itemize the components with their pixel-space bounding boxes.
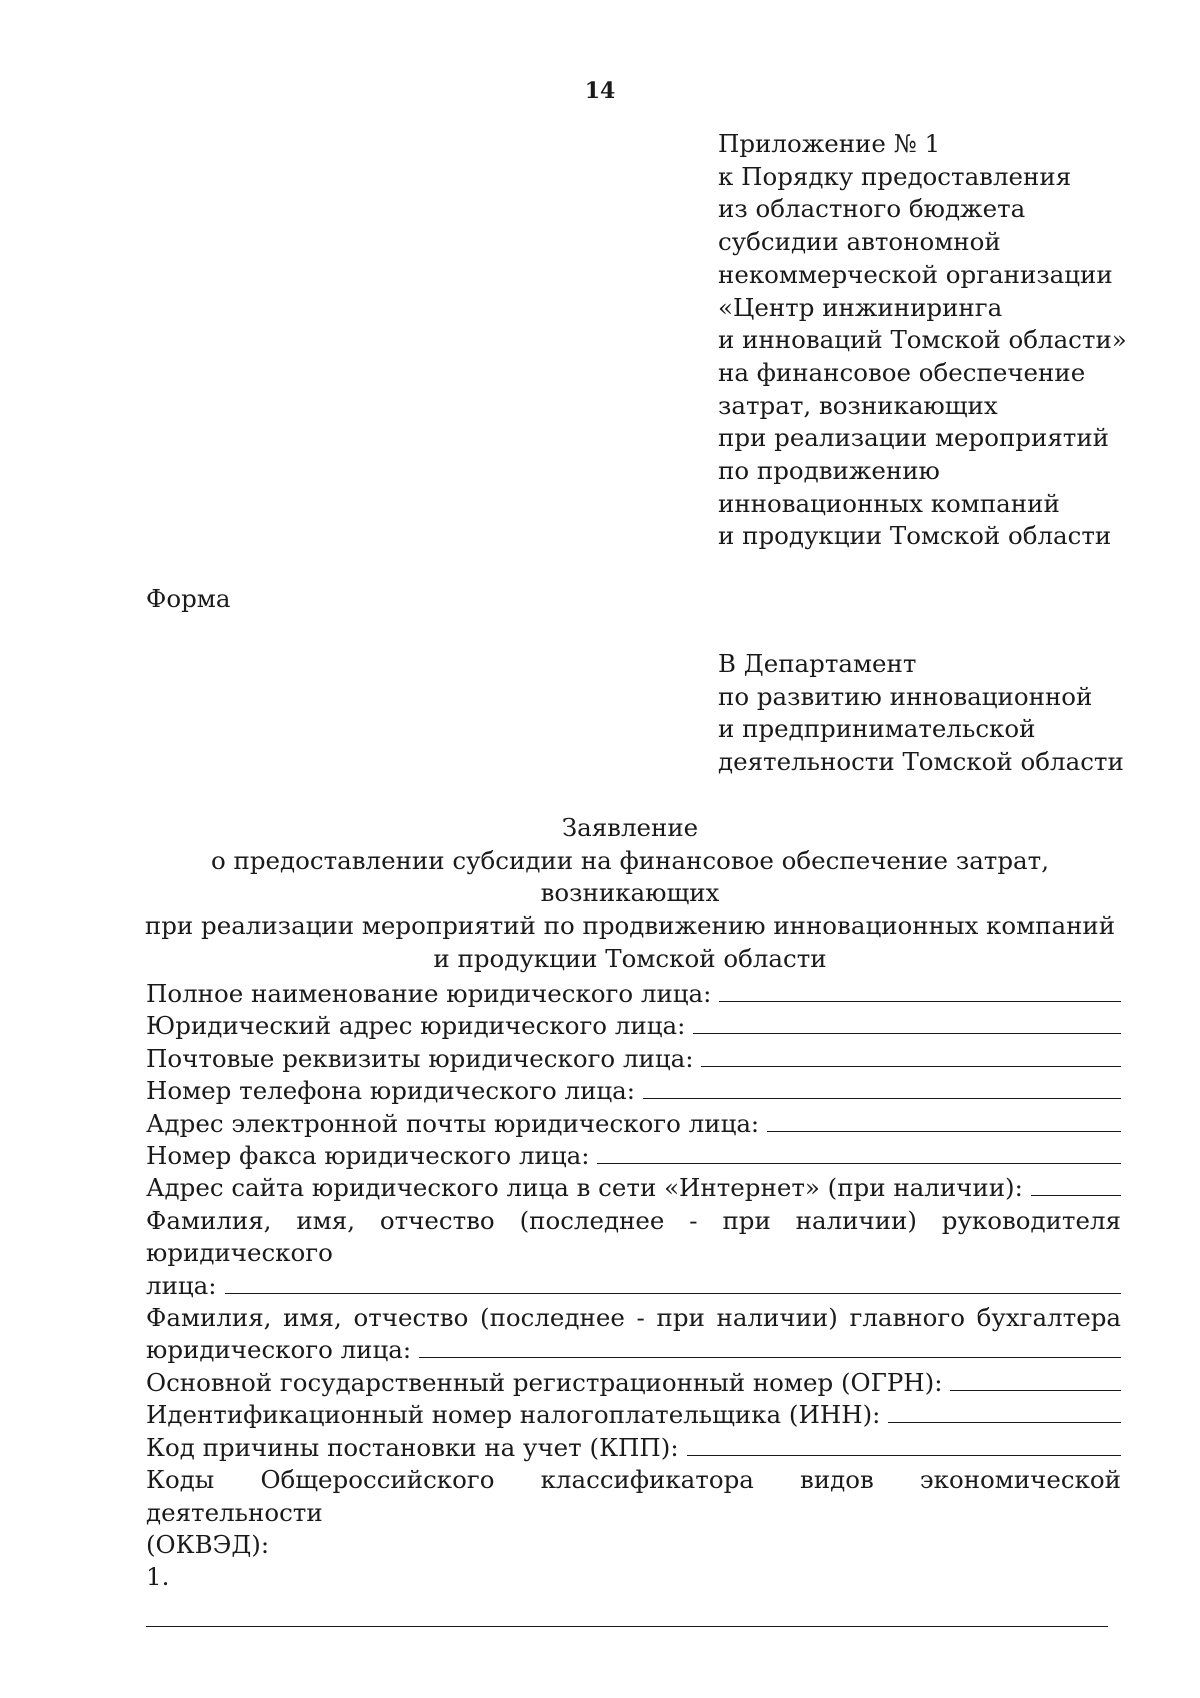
field-kpp <box>146 1432 1121 1464</box>
fax-blank[interactable] <box>597 1141 1121 1164</box>
field-email <box>146 1108 1121 1140</box>
head-fio-blank[interactable] <box>225 1271 1121 1294</box>
field-label: юридического лица: <box>146 1335 412 1365</box>
appendix-line: субсидии автономной <box>718 227 1001 257</box>
field-okved-label-cont: (ОКВЭД): <box>146 1529 270 1559</box>
field-ogrn <box>146 1367 1121 1399</box>
appendix-line: «Центр инжиниринга <box>718 292 1003 322</box>
okved-item-number: 1. <box>146 1562 170 1592</box>
field-head-fio-label: Фамилия, имя, отчество (последнее - при наличии) руководителя юридического <box>146 1205 1121 1268</box>
field-label: Полное наименование юридического лица: <box>146 979 712 1008</box>
field-accountant-fio <box>146 1334 1121 1366</box>
appendix-reference <box>718 128 1178 553</box>
phone-blank[interactable] <box>643 1076 1121 1099</box>
appendix-line: Приложение № 1 <box>718 129 941 158</box>
document-title <box>140 812 1120 976</box>
accountant-fio-blank[interactable] <box>419 1335 1121 1358</box>
title-line: и продукции Томской области <box>433 943 827 973</box>
field-label: лица: <box>146 1270 217 1300</box>
inn-blank[interactable] <box>888 1400 1121 1423</box>
field-website <box>146 1172 1121 1204</box>
form-label: Форма <box>146 584 231 613</box>
legal-address-blank[interactable] <box>693 1011 1121 1034</box>
field-inn <box>146 1399 1121 1431</box>
field-head-fio <box>146 1270 1121 1302</box>
appendix-line: инновационных компаний <box>718 488 1060 518</box>
full-name-blank[interactable] <box>719 979 1121 1002</box>
field-label: Основной государственный регистрационный номер (ОГРН): <box>146 1367 943 1397</box>
field-label: Юридический адрес юридического лица: <box>146 1011 686 1041</box>
website-blank[interactable] <box>1031 1173 1121 1196</box>
appendix-line: и продукции Томской области <box>718 521 1112 551</box>
page-number: 14 <box>584 78 616 104</box>
field-accountant-fio-label: Фамилия, имя, отчество (последнее - при наличии) главного бухгалтера <box>146 1303 1121 1333</box>
addressee-line: В Департамент <box>718 649 917 678</box>
application-fields <box>146 978 1121 1627</box>
appendix-line: при реализации мероприятий <box>718 423 1109 453</box>
field-okved-label: Коды Общероссийского классификатора видов экономической деятельности <box>146 1465 1121 1527</box>
ogrn-blank[interactable] <box>950 1368 1121 1391</box>
appendix-line: и инноваций Томской области» <box>718 325 1127 355</box>
appendix-line: к Порядку предоставления <box>718 161 1072 191</box>
addressee-line: по развитию инновационной <box>718 681 1093 711</box>
field-legal-address <box>146 1010 1121 1042</box>
email-blank[interactable] <box>767 1109 1121 1132</box>
postal-details-blank[interactable] <box>701 1044 1121 1067</box>
field-phone <box>146 1075 1121 1107</box>
title-line: при реализации мероприятий по продвижению инновационных компаний <box>144 911 1116 941</box>
title-heading: Заявление <box>561 813 699 842</box>
field-full-name <box>146 978 1121 1010</box>
field-label: Идентификационный номер налогоплательщика (ИНН): <box>146 1400 881 1430</box>
field-label: Адрес сайта юридического лица в сети «Интернет» (при наличии): <box>146 1173 1023 1203</box>
kpp-blank[interactable] <box>687 1433 1121 1456</box>
addressee-line: и предпринимательской <box>718 714 1036 744</box>
addressee <box>718 648 1178 779</box>
addressee-line: деятельности Томской области <box>718 747 1124 777</box>
appendix-line: на финансовое обеспечение <box>718 357 1086 387</box>
field-postal-details <box>146 1043 1121 1075</box>
appendix-line: по продвижению <box>718 456 940 486</box>
appendix-line: затрат, возникающих <box>718 390 998 420</box>
field-label: Номер факса юридического лица: <box>146 1141 590 1171</box>
field-label: Почтовые реквизиты юридического лица: <box>146 1043 694 1073</box>
field-fax <box>146 1140 1121 1172</box>
okved-item-blank[interactable] <box>146 1600 1108 1627</box>
field-label: Адрес электронной почты юридического лица: <box>146 1108 760 1138</box>
appendix-line: некоммерческой организации <box>718 259 1113 289</box>
field-label: Код причины постановки на учет (КПП): <box>146 1432 679 1462</box>
title-line: о предоставлении субсидии на финансовое обеспечение затрат, возникающих <box>210 845 1049 908</box>
field-label: Номер телефона юридического лица: <box>146 1076 636 1106</box>
appendix-line: из областного бюджета <box>718 194 1026 224</box>
